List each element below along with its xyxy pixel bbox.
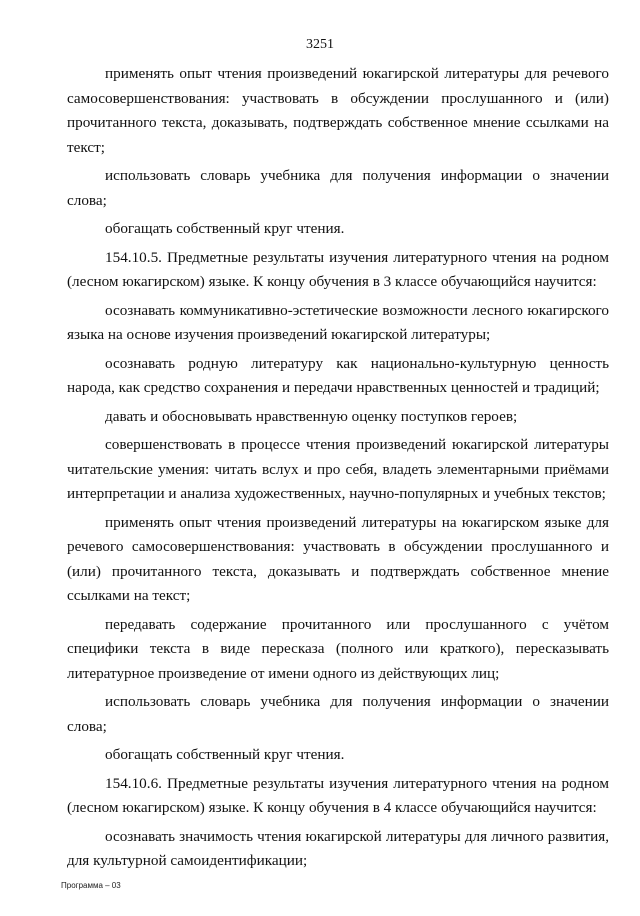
- paragraph: использовать словарь учебника для получения информации о значении слова;: [67, 167, 609, 209]
- paragraph: совершенствовать в процессе чтения произведений юкагирской литературы читательские умения: читать вслух и про себя, владеть элементарными приёмами интерпретации и анализа художественных, научно-популярных и учебных текстов;: [67, 436, 609, 502]
- section-heading-paragraph: 154.10.5. Предметные результаты изучения литературного чтения на родном (лесном юкагирском) языке. К концу обучения в 3 классе обучающийся научится:: [67, 248, 609, 290]
- paragraph: осознавать коммуникативно-эстетические возможности лесного юкагирского языка на основе изучения произведений юкагирской литературы;: [67, 301, 609, 343]
- paragraph: осознавать значимость чтения юкагирской литературы для личного развития, для культурной самоидентификации;: [67, 827, 609, 869]
- page-number: 3251: [306, 37, 334, 52]
- paragraph: давать и обосновывать нравственную оценку поступков героев;: [105, 407, 518, 425]
- document-body: [67, 62, 609, 878]
- paragraph: использовать словарь учебника для получения информации о значении слова;: [67, 693, 609, 735]
- paragraph: осознавать родную литературу как национально-культурную ценность народа, как средство сохранения и передачи нравственных ценностей и традиций;: [67, 354, 609, 396]
- section-heading-paragraph: 154.10.6. Предметные результаты изучения литературного чтения на родном (лесном юкагирском) языке. К концу обучения в 4 классе обучающийся научится:: [67, 774, 609, 816]
- paragraph: обогащать собственный круг чтения.: [105, 746, 345, 763]
- paragraph: применять опыт чтения произведений юкагирской литературы для речевого самосовершенствования: участвовать в обсуждении прослушанного и (или) прочитанного текста, доказывать, подтверждать собственное мнение ссылками на текст;: [67, 65, 609, 156]
- paragraph: применять опыт чтения произведений литературы на юкагирском языке для речевого самосовершенствования: участвовать в обсуждении прослушанного и (или) прочитанного текста, доказывать и подтверждать собственное мнение ссылками на текст;: [67, 513, 609, 604]
- paragraph: передавать содержание прочитанного или прослушанного с учётом специфики текста в виде пересказа (полного или краткого), пересказывать литературное произведение от имени одного из действующих лиц;: [67, 615, 609, 682]
- paragraph: обогащать собственный круг чтения.: [105, 220, 345, 237]
- footer-label: Программа – 03: [61, 881, 121, 890]
